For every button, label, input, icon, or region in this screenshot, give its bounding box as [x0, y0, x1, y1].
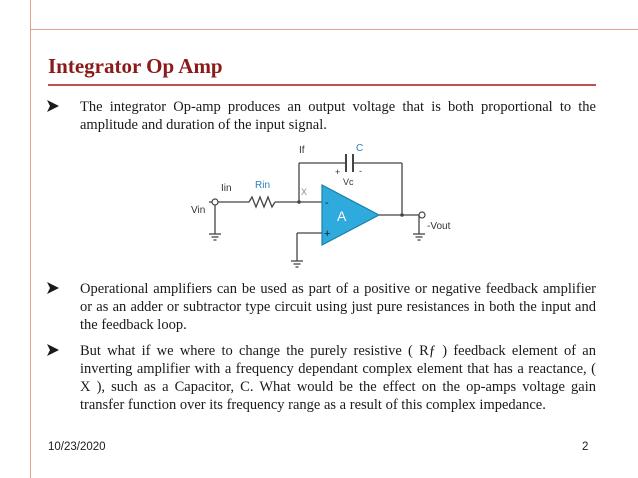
- slide-title: Integrator Op Amp: [48, 54, 223, 78]
- bullet-item-2: [46, 280, 596, 334]
- label-vin: Vin: [191, 205, 206, 216]
- title-underline: [48, 84, 596, 86]
- slide-frame-left: [30, 30, 31, 478]
- bullet-item-1: [46, 98, 596, 134]
- label-vout: -Vout: [427, 221, 451, 232]
- integrator-circuit-diagram: [187, 133, 459, 273]
- label-amp-a: A: [337, 208, 347, 224]
- label-rin: Rin: [255, 180, 271, 191]
- bullet-text: The integrator Op-amp produces an output voltage that is both proportional to the amplitude and duration of the input signal.: [80, 99, 596, 133]
- label-iin: Iin: [221, 183, 232, 194]
- label-cap-plus: +: [335, 167, 341, 177]
- bullet-item-3: [46, 342, 596, 414]
- slide-frame-top: [30, 0, 638, 30]
- label-c: C: [356, 143, 364, 154]
- bullet-text: Operational amplifiers can be used as part of a positive or negative feedback amplifier or as an adder or subtractor type circuit using just pure resistances in both the input and the feedback loop.: [80, 281, 596, 333]
- vin-terminal: [212, 199, 218, 205]
- slide-date: 10/23/2020: [48, 441, 106, 453]
- label-opamp-plus: +: [324, 228, 331, 240]
- bullet-text: But what if we where to change the purely resistive ( Rƒ ) feedback element of an inverting amplifier with a frequency dependant complex element that has a reactance, ( X ), such as a Capacitor, C. What would be the effect on the op-amps voltage gain transfer function over its frequency range as a result of this complex impedance.: [80, 343, 596, 413]
- arrow-bullet-icon: [46, 343, 60, 357]
- slide-page-number: 2: [582, 441, 589, 453]
- label-opamp-minus: -: [325, 197, 329, 209]
- arrow-bullet-icon: [46, 281, 60, 295]
- label-vc: Vc: [343, 177, 354, 187]
- label-x: X: [301, 187, 308, 197]
- arrow-bullet-icon: [46, 99, 60, 113]
- label-cap-minus: -: [359, 166, 362, 176]
- vout-terminal: [419, 212, 425, 218]
- label-if: If: [299, 145, 305, 156]
